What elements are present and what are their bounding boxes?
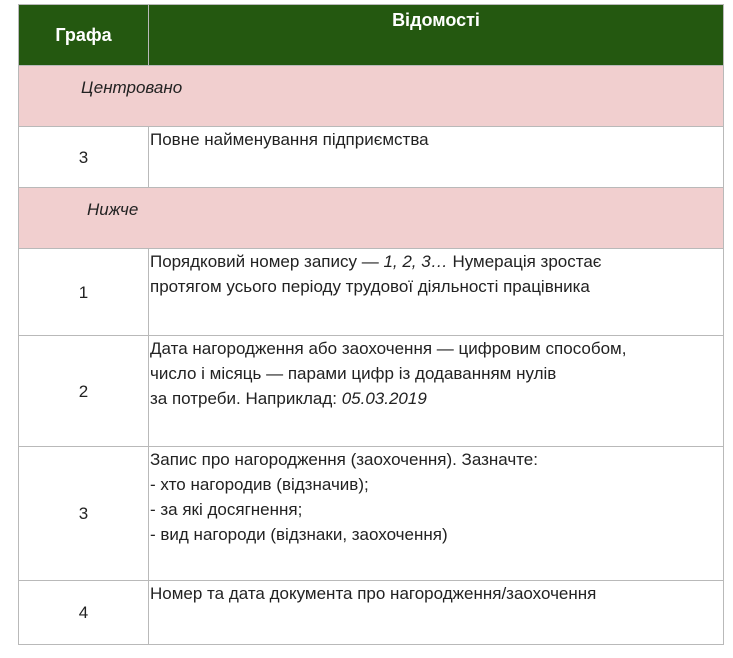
text-fragment: Нумерація зростає	[447, 252, 602, 271]
row-text: Повне найменування підприємства	[149, 127, 724, 188]
text-line: число і місяць — парами цифр із додаванням нулів	[150, 364, 557, 383]
text-italic-fragment: 05.03.2019	[341, 389, 427, 408]
row-text	[149, 249, 724, 336]
text-line	[150, 249, 723, 274]
table-row	[19, 447, 724, 581]
info-table	[18, 4, 724, 645]
table-row	[19, 249, 724, 336]
section-label: Нижче	[19, 188, 724, 249]
row-number: 4	[19, 581, 149, 645]
text-line: - вид нагороди (відзнаки, заохочення)	[150, 525, 448, 544]
text-line: Запис про нагородження (заохочення). Зазначте:	[150, 450, 538, 469]
row-text	[149, 336, 724, 447]
header-col-grafa: Графа	[19, 5, 149, 66]
row-text: Номер та дата документа про нагородження/заохочення	[149, 581, 724, 645]
text-fragment: Порядковий номер запису —	[150, 252, 384, 271]
row-number: 3	[19, 127, 149, 188]
text-italic-fragment: 1, 2, 3…	[383, 252, 448, 271]
section-label: Центровано	[19, 66, 724, 127]
text-line: - за які досягнення;	[150, 500, 303, 519]
table-row	[19, 127, 724, 188]
text-line	[150, 386, 723, 411]
text-line: - хто нагородив (відзначив);	[150, 475, 369, 494]
header-col-vidomosti: Відомості	[149, 5, 724, 66]
section-row-below	[19, 188, 724, 249]
row-number: 1	[19, 249, 149, 336]
table-row	[19, 336, 724, 447]
text-line: протягом усього періоду трудової діяльності працівника	[150, 277, 590, 296]
row-text	[149, 447, 724, 581]
text-line: Дата нагородження або заохочення — цифровим способом,	[150, 339, 627, 358]
table-row	[19, 581, 724, 645]
header-row	[19, 5, 724, 66]
row-number: 2	[19, 336, 149, 447]
row-number: 3	[19, 447, 149, 581]
text-fragment: за потреби. Наприклад:	[150, 389, 342, 408]
section-row-centered	[19, 66, 724, 127]
